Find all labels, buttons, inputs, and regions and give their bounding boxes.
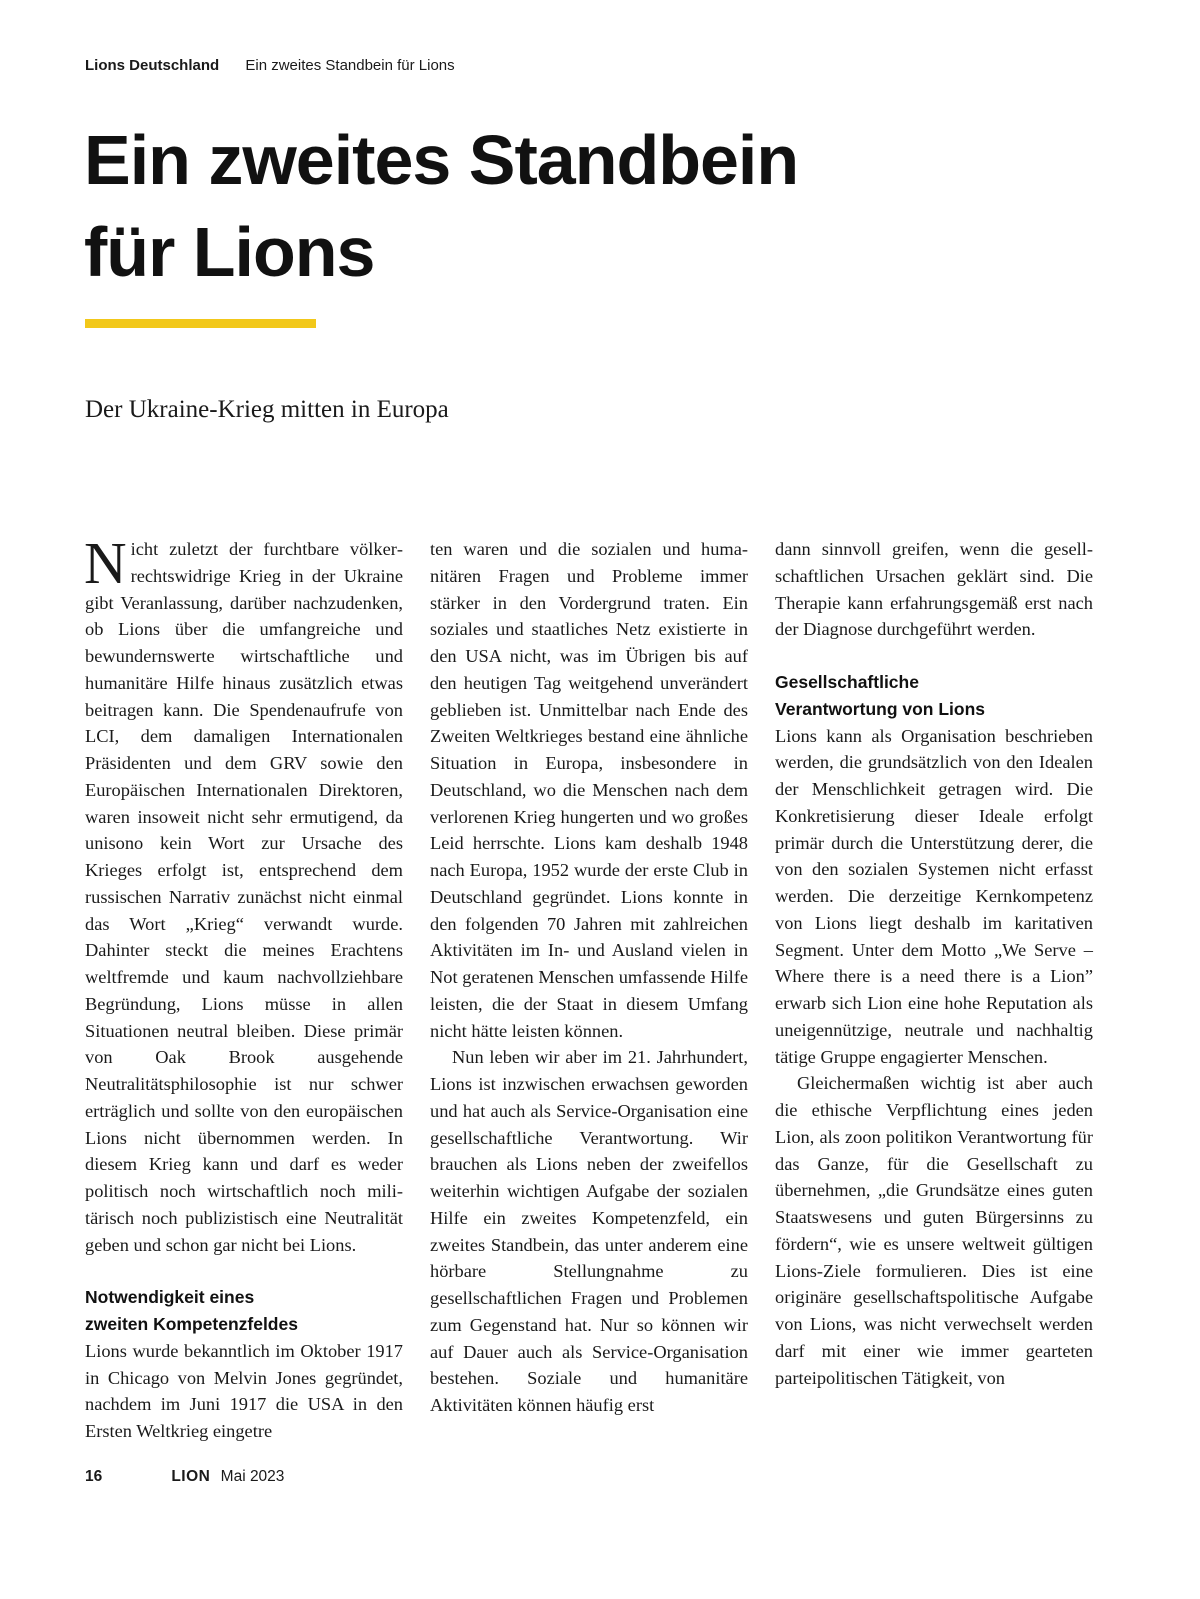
paragraph-3-start: Nun leben wir aber im 21. Jahrhundert, Lions ist inzwischen erwachsen geworden und hat auch als Service-Organisation eine gesellschaftliche Verantwortung. Wir brauchen als Lions neben der zweifellos weiterhin wichtigen Aufgabe der sozialen Hilfe ein zweites Kompetenzfeld, ein zweites Standbein, das unter anderem eine hörbare Stellungnahme zu gesellschaftlichen Fragen und Problemen zum Gegenstand hat. Nur so können wir auf Dauer auch als Service-Organisation bestehen. Soziale und humanitäre Aktivitäten können häufig erst (430, 1047, 748, 1415)
text-column-2 (430, 536, 748, 1419)
header-section: Lions Deutschland (85, 57, 220, 74)
text-column-1 (84, 530, 403, 1445)
magazine-name: LION (171, 1468, 211, 1485)
paragraph-1 (84, 530, 403, 1258)
subheading-2-line-2: Verantwortung von Lions (775, 698, 986, 719)
subheading-1 (85, 1284, 403, 1338)
paragraph-5: Gleichermaßen wichtig ist aber auch die ethische Verpflichtung eines jeden Lion, als zoon politikon Verantwortung für das Ganze, für die Gesellschaft zu übernehmen, „die Grundsätze eines guten Staatswesens und guten Bürgersinns zu fördern“, wie es unsere weltweit gültigen Lions-Ziele formulieren. Dies ist eine originäre gesellschaftspolitische Aufgabe von Lions, was nicht verwechselt werden darf mit einer wie immer gearteten parteipolitischen Tätigkeit, von (775, 1073, 1093, 1388)
paragraph-2-start: Lions wurde bekanntlich im Oktober 1917 in Chicago von Melvin Jones gegründet, nachdem im Juni 1917 die USA in den Ersten Weltkrieg eingetre (85, 1340, 403, 1441)
subheading-2 (775, 669, 1093, 723)
drop-cap: N (84, 530, 127, 596)
issue-date: Mai 2023 (220, 1468, 285, 1485)
paragraph-3-cont: dann sinnvoll greifen, wenn die gesellschaftlichen Ursachen geklärt sind. Die Therapie kann erfahrungsgemäß erst nach der Diagnose durchgeführt werden. (775, 539, 1093, 640)
article-title (84, 114, 984, 298)
text-column-3 (775, 536, 1093, 1391)
title-line-2: für Lions (84, 213, 375, 291)
title-line-1: Ein zweites Standbein (84, 121, 799, 199)
subheading-1-line-2: zweiten Kompetenzfeldes (85, 1314, 298, 1334)
subheading-1-line-1: Notwendigkeit eines (85, 1287, 255, 1308)
paragraph-2-cont: ten waren und die sozialen und humanitären Fragen und Probleme immer stärker in den Vordergrund traten. Ein soziales und staatliches Netz existierte in den USA nicht, was im Übrigen bis auf den heutigen Tag weitgehend unverändert geblieben ist. Unmittelbar nach Ende des Zweiten Weltkrieges bestand eine ähnliche Situation in Europa, insbesondere in Deutschland, wo die Menschen nach dem verlorenen Krieg hungerten und wo großes Leid herrschte. Lions kam deshalb 1948 nach Europa, 1952 wurde der erste Club in Deutschland gegründet. Lions konnte in den folgenden 70 Jahren mit zahlreichen Aktivitäten im In- und Ausland vielen in Not geratenen Menschen umfassende Hilfe leisten, die der Staat in diesem Umfang nicht hätte leisten können. (430, 539, 748, 1041)
article-subtitle: Der Ukraine-Krieg mitten in Europa (85, 396, 449, 423)
subheading-2-line-1: Gesellschaftliche (775, 672, 919, 692)
accent-rule (85, 319, 316, 328)
paragraph-1-text: icht zuletzt der furchtbare völkerrechtswidrige Krieg in der Ukraine gibt Veranlassung, darüber nachzudenken, ob Lions über die umfangreiche und bewundernswerte wirtschaftliche und humanitäre Hilfe hinaus zusätzlich etwas beitragen kann. Die Spendenaufrufe von LCI, dem damaligen Internationalen Präsidenten und dem GRV sowie den Europäischen Internationalen Direktoren, waren insoweit nicht sehr ermutigend, da unisono kein Wort zur Ursache des Krieges erfolgt ist, entsprechend dem russischen Narrativ zunächst nicht einmal das Wort „Krieg“ verwandt wurde. Dahinter steckt die meines Erachtens weltfremde und kaum nachvollziehbare Begründung, Lions müsse in allen Situationen neutral bleiben. Diese primär von Oak Brook ausgehende Neutralitätsphilosophie ist nur schwer erträglich und sollte von den europäischen Lions nicht übernommen werden. In diesem Krieg kann und darf es weder politisch noch wirtschaftlich noch militärisch noch publizistisch eine Neutralität geben und schon gar nicht bei Lions. (85, 539, 403, 1255)
header-topic: Ein zweites Standbein für Lions (245, 57, 455, 74)
running-header (85, 57, 455, 74)
paragraph-4: Lions kann als Organisation beschrieben werden, die grundsätzlich von den Idealen der Menschlichkeit getragen wird. Die Konkretisierung dieser Ideale erfolgt primär durch die Unterstützung derer, die von den sozialen Systemen nicht erfasst werden. Die derzeitige Kernkompetenz von Lions liegt deshalb im karitativen Segment. Unter dem Motto „We Serve – Where there is a need there is a Lion” erwarb sich Lion eine hohe Reputation als uneigennützige, neutrale und nachhaltig tätige Gruppe engagierter Menschen. (775, 725, 1093, 1067)
page-number: 16 (85, 1468, 103, 1485)
page-footer (85, 1468, 284, 1486)
